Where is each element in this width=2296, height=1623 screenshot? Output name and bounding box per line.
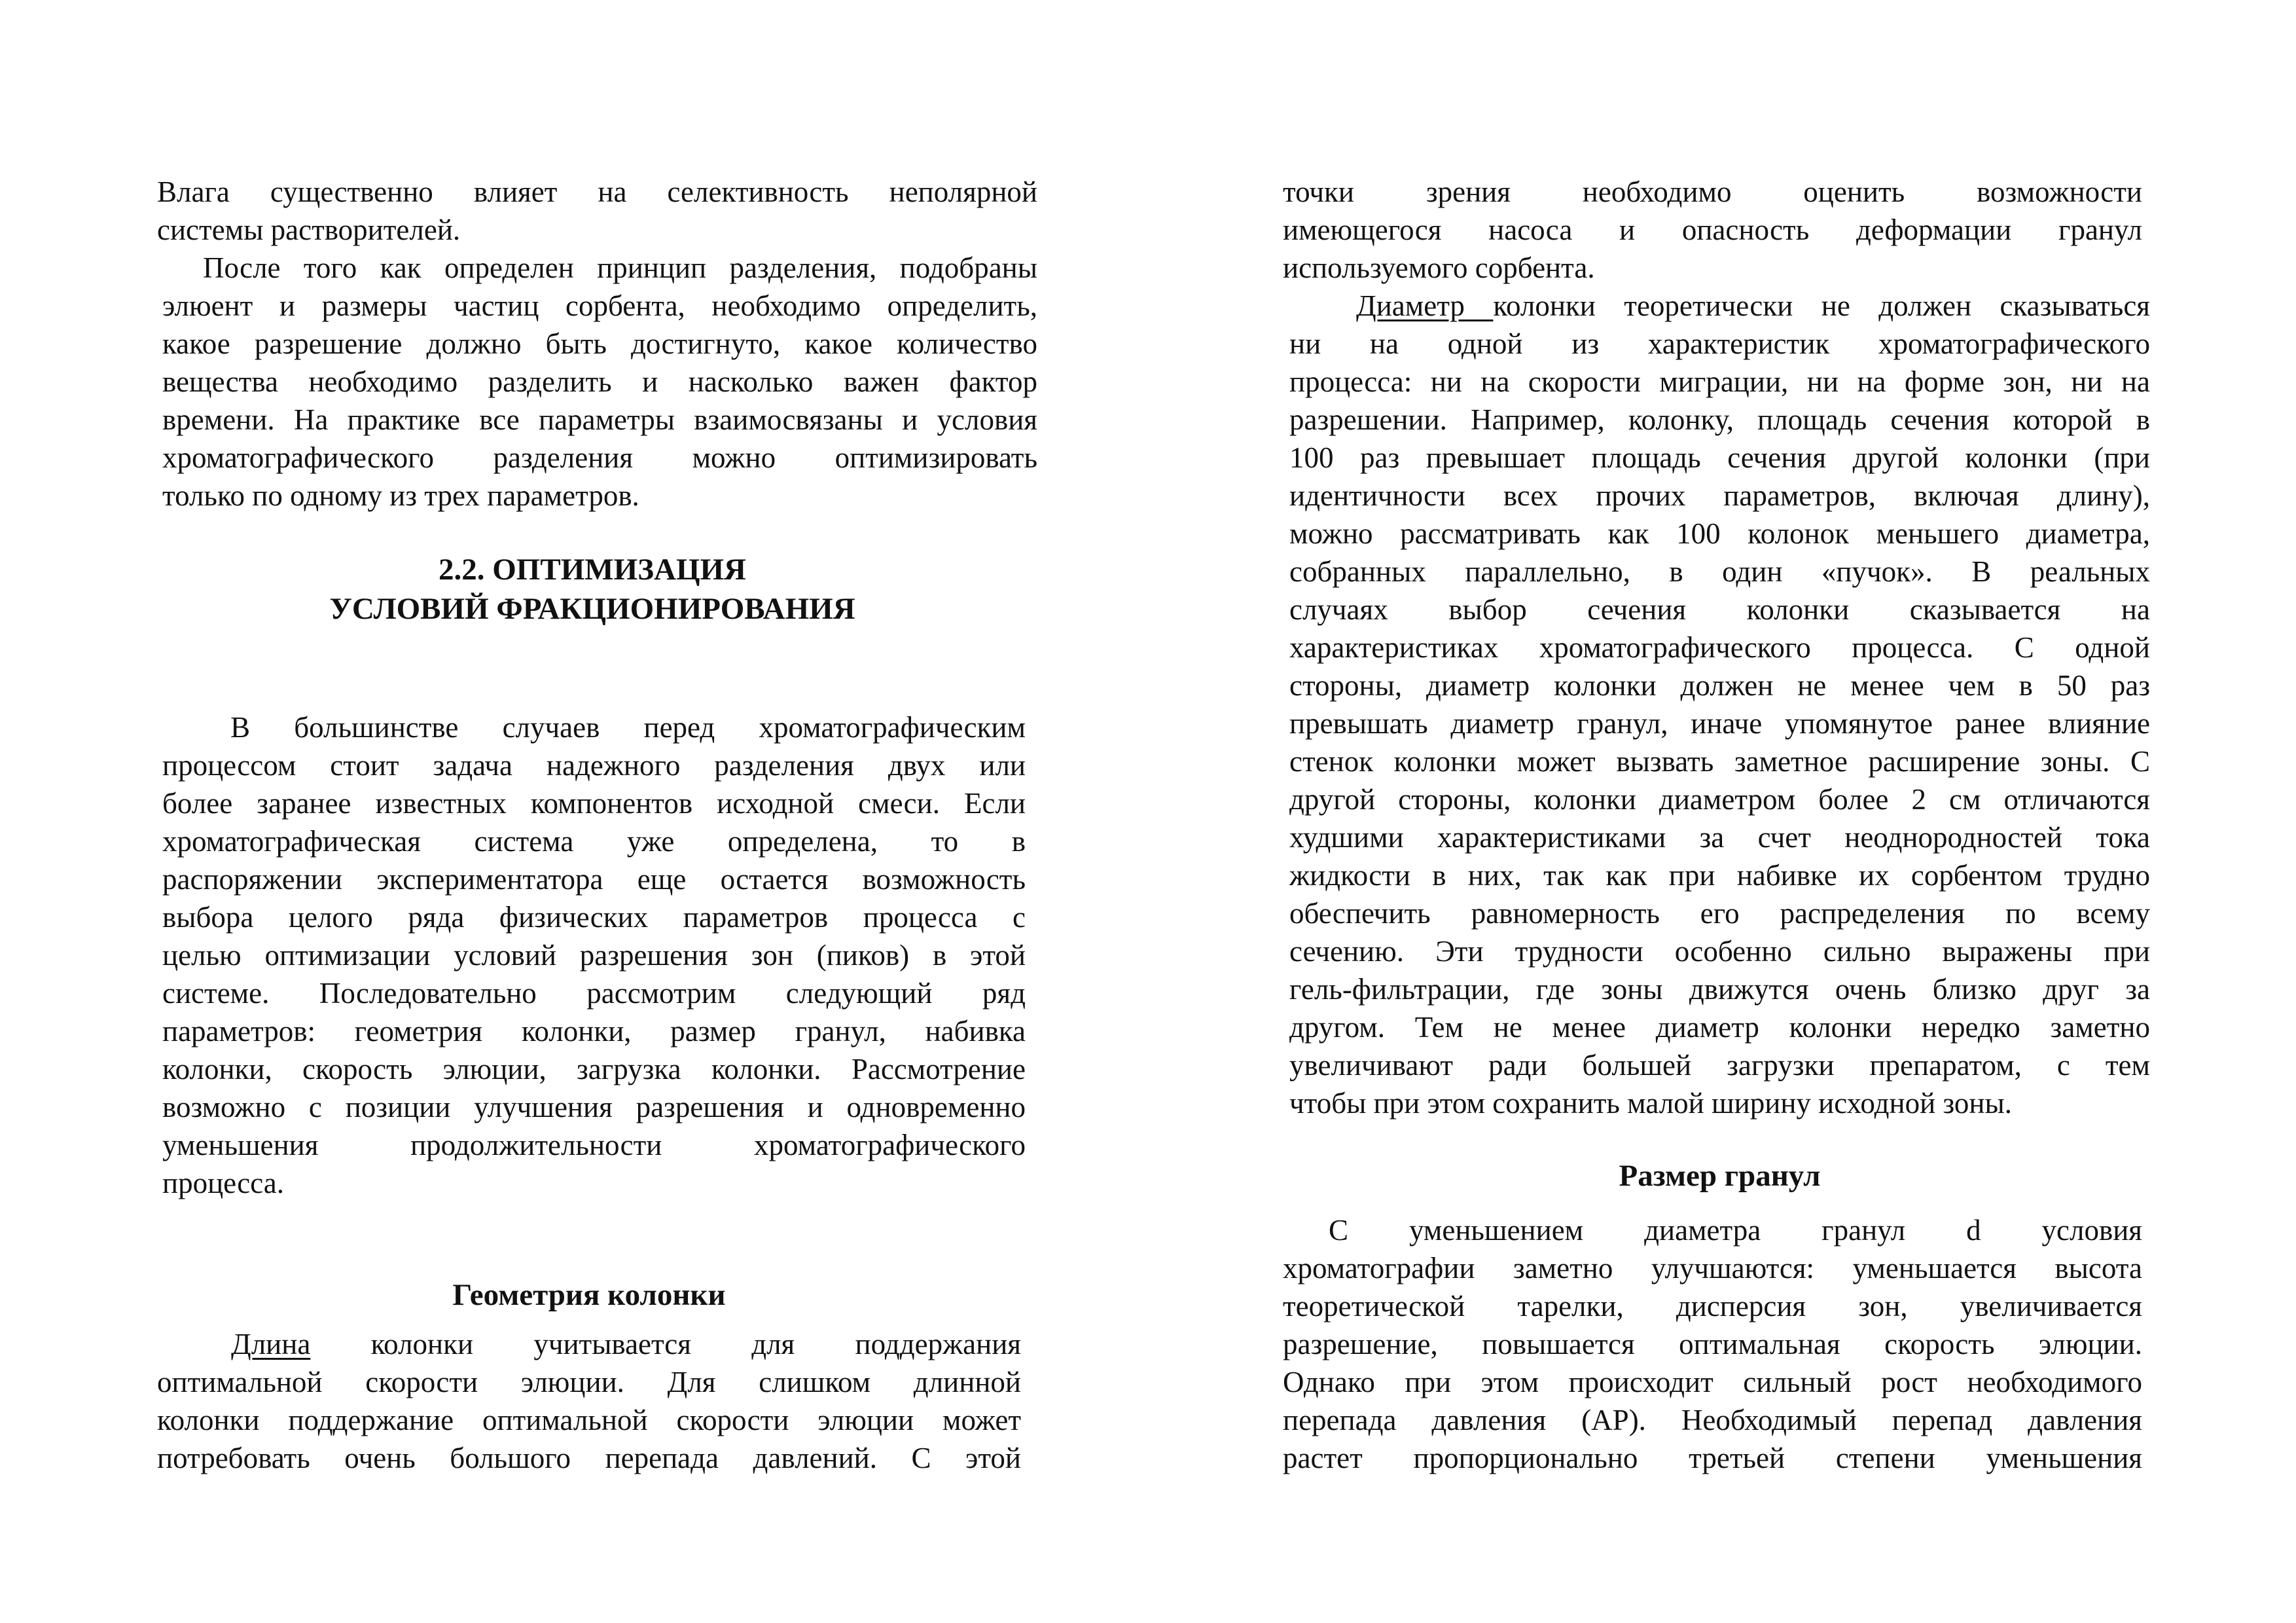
paragraph-line: характеристиках хроматографического процесса. С одной — [1289, 631, 2150, 664]
paragraph-line: идентичности всех прочих параметров, включая длину), — [1289, 479, 2150, 512]
section-title: УСЛОВИЙ ФРАКЦИОНИРОВАНИЯ — [329, 592, 855, 626]
paragraph-line: колонки, скорость элюции, загрузка колонки. Рассмотрение — [162, 1053, 1026, 1085]
paragraph-line: гель-фильтрации, где зоны движутся очень близко друг за — [1289, 973, 2150, 1006]
paragraph-line: хроматографического разделения можно оптимизировать — [162, 441, 1037, 474]
paragraph-line: другом. Тем не менее диаметр колонки нередко заметно — [1289, 1011, 2150, 1044]
paragraph-line: ни на одной из характеристик хроматографического — [1289, 327, 2150, 360]
paragraph-line: какое разрешение должно быть достигнуто, какое количество — [162, 327, 1037, 360]
term-length: Длина — [231, 1328, 311, 1360]
paragraph-line: случаях выбор сечения колонки сказывается на — [1289, 593, 2150, 626]
paragraph-line — [231, 1325, 1021, 1363]
paragraph-line: времени. На практике все параметры взаимосвязаны и условия — [162, 403, 1037, 436]
section-title: 2.2. ОПТИМИЗАЦИЯ — [439, 553, 746, 587]
paragraph-line: После того как определен принцип разделения, подобраны — [203, 251, 1037, 284]
paragraph-line: жидкости в них, так как при набивке их сорбентом трудно — [1289, 859, 2150, 892]
paragraph-line: чтобы при этом сохранить малой ширину исходной зоны. — [1289, 1087, 2012, 1120]
paragraph-line: используемого сорбента. — [1283, 251, 1595, 284]
paragraph-line: В большинстве случаев перед хроматографическим — [230, 711, 1026, 744]
subsection-title: Геометрия колонки — [452, 1278, 726, 1312]
paragraph-line: процесса: ни на скорости миграции, ни на форме зон, ни на — [1289, 365, 2150, 398]
paragraph-line: разрешение, повышается оптимальная скорость элюции. — [1283, 1328, 2142, 1360]
paragraph-line: только по одному из трех параметров. — [162, 479, 639, 512]
paragraph-line: можно рассматривать как 100 колонок меньшего диаметра, — [1289, 517, 2150, 550]
paragraph-line: растет пропорционально третьей степени уменьшения — [1283, 1442, 2142, 1474]
paragraph-line: 100 раз превышает площадь сечения другой колонки (при — [1289, 441, 2150, 474]
subsection-title: Размер гранул — [1619, 1159, 1821, 1193]
paragraph-line: системе. Последовательно рассмотрим следующий ряд — [162, 977, 1026, 1010]
paragraph-line: имеющегося насоса и опасность деформации гранул — [1283, 213, 2142, 246]
paragraph-line: вещества необходимо разделить и насколько важен фактор — [162, 365, 1037, 398]
paragraph-line: увеличивают ради большей загрузки препаратом, с тем — [1289, 1049, 2150, 1082]
paragraph-line: хроматографическая система уже определена, то в — [162, 825, 1026, 858]
paragraph-line — [1356, 287, 2150, 325]
paragraph-line: потребовать очень большого перепада давлений. С этой — [157, 1442, 1021, 1474]
paragraph-line: собранных параллельно, в один «пучок». В реальных — [1289, 555, 2150, 588]
term-diameter: Диаметр — [1356, 289, 1494, 322]
paragraph-line: стороны, диаметр колонки должен не менее чем в 50 раз — [1289, 669, 2150, 702]
paragraph-line: процессом стоит задача надежного разделения двух или — [162, 749, 1026, 782]
paragraph-line: колонки поддержание оптимальной скорости элюции может — [157, 1404, 1021, 1436]
paragraph-line: элюент и размеры частиц сорбента, необходимо определить, — [162, 289, 1037, 322]
paragraph-line: стенок колонки может вызвать заметное расширение зоны. С — [1289, 745, 2150, 778]
paragraph-line: параметров: геометрия колонки, размер гранул, набивка — [162, 1015, 1026, 1048]
paragraph-line: целью оптимизации условий разрешения зон (пиков) в этой — [162, 939, 1026, 972]
paragraph-line: выбора целого ряда физических параметров процесса с — [162, 901, 1026, 934]
paragraph-line: обеспечить равномерность его распределения по всему — [1289, 897, 2150, 930]
paragraph-line: Влага существенно влияет на селективность неполярной — [157, 175, 1037, 208]
paragraph-line: сечению. Эти трудности особенно сильно выражены при — [1289, 935, 2150, 968]
paragraph-line: теоретической тарелки, дисперсия зон, увеличивается — [1283, 1290, 2142, 1322]
paragraph-line: процесса. — [162, 1167, 284, 1199]
term-space — [310, 1328, 370, 1360]
paragraph-line: другой стороны, колонки диаметром более 2 см отличаются — [1289, 783, 2150, 816]
paragraph-line: хроматографии заметно улучшаются: уменьшается высота — [1283, 1252, 2142, 1285]
paragraph-line: превышать диаметр гранул, иначе упомянутое ранее влияние — [1289, 707, 2150, 740]
paragraph-line: С уменьшением диаметра гранул d условия — [1329, 1214, 2142, 1247]
paragraph-line: оптимальной скорости элюции. Для слишком длинной — [157, 1366, 1021, 1398]
paragraph-line-rest: колонки учитывается для поддержания — [370, 1328, 1021, 1360]
paragraph-line: точки зрения необходимо оценить возможности — [1283, 175, 2142, 208]
paragraph-line: худшими характеристиками за счет неоднородностей тока — [1289, 821, 2150, 854]
paragraph-line: уменьшения продолжительности хроматографического — [162, 1129, 1026, 1161]
paragraph-line: возможно с позиции улучшения разрешения и одновременно — [162, 1091, 1026, 1123]
paragraph-line: системы растворителей. — [157, 213, 461, 246]
paragraph-line-rest: колонки теоретически не должен сказываться — [1493, 289, 2150, 322]
paragraph-line: Однако при этом происходит сильный рост необходимого — [1283, 1366, 2142, 1398]
paragraph-line: разрешении. Например, колонку, площадь сечения которой в — [1289, 403, 2150, 436]
paragraph-line: перепада давления (АР). Необходимый перепад давления — [1283, 1404, 2142, 1436]
paragraph-line: более заранее известных компонентов исходной смеси. Если — [162, 787, 1026, 820]
paragraph-line: распоряжении экспериментатора еще остается возможность — [162, 863, 1026, 896]
